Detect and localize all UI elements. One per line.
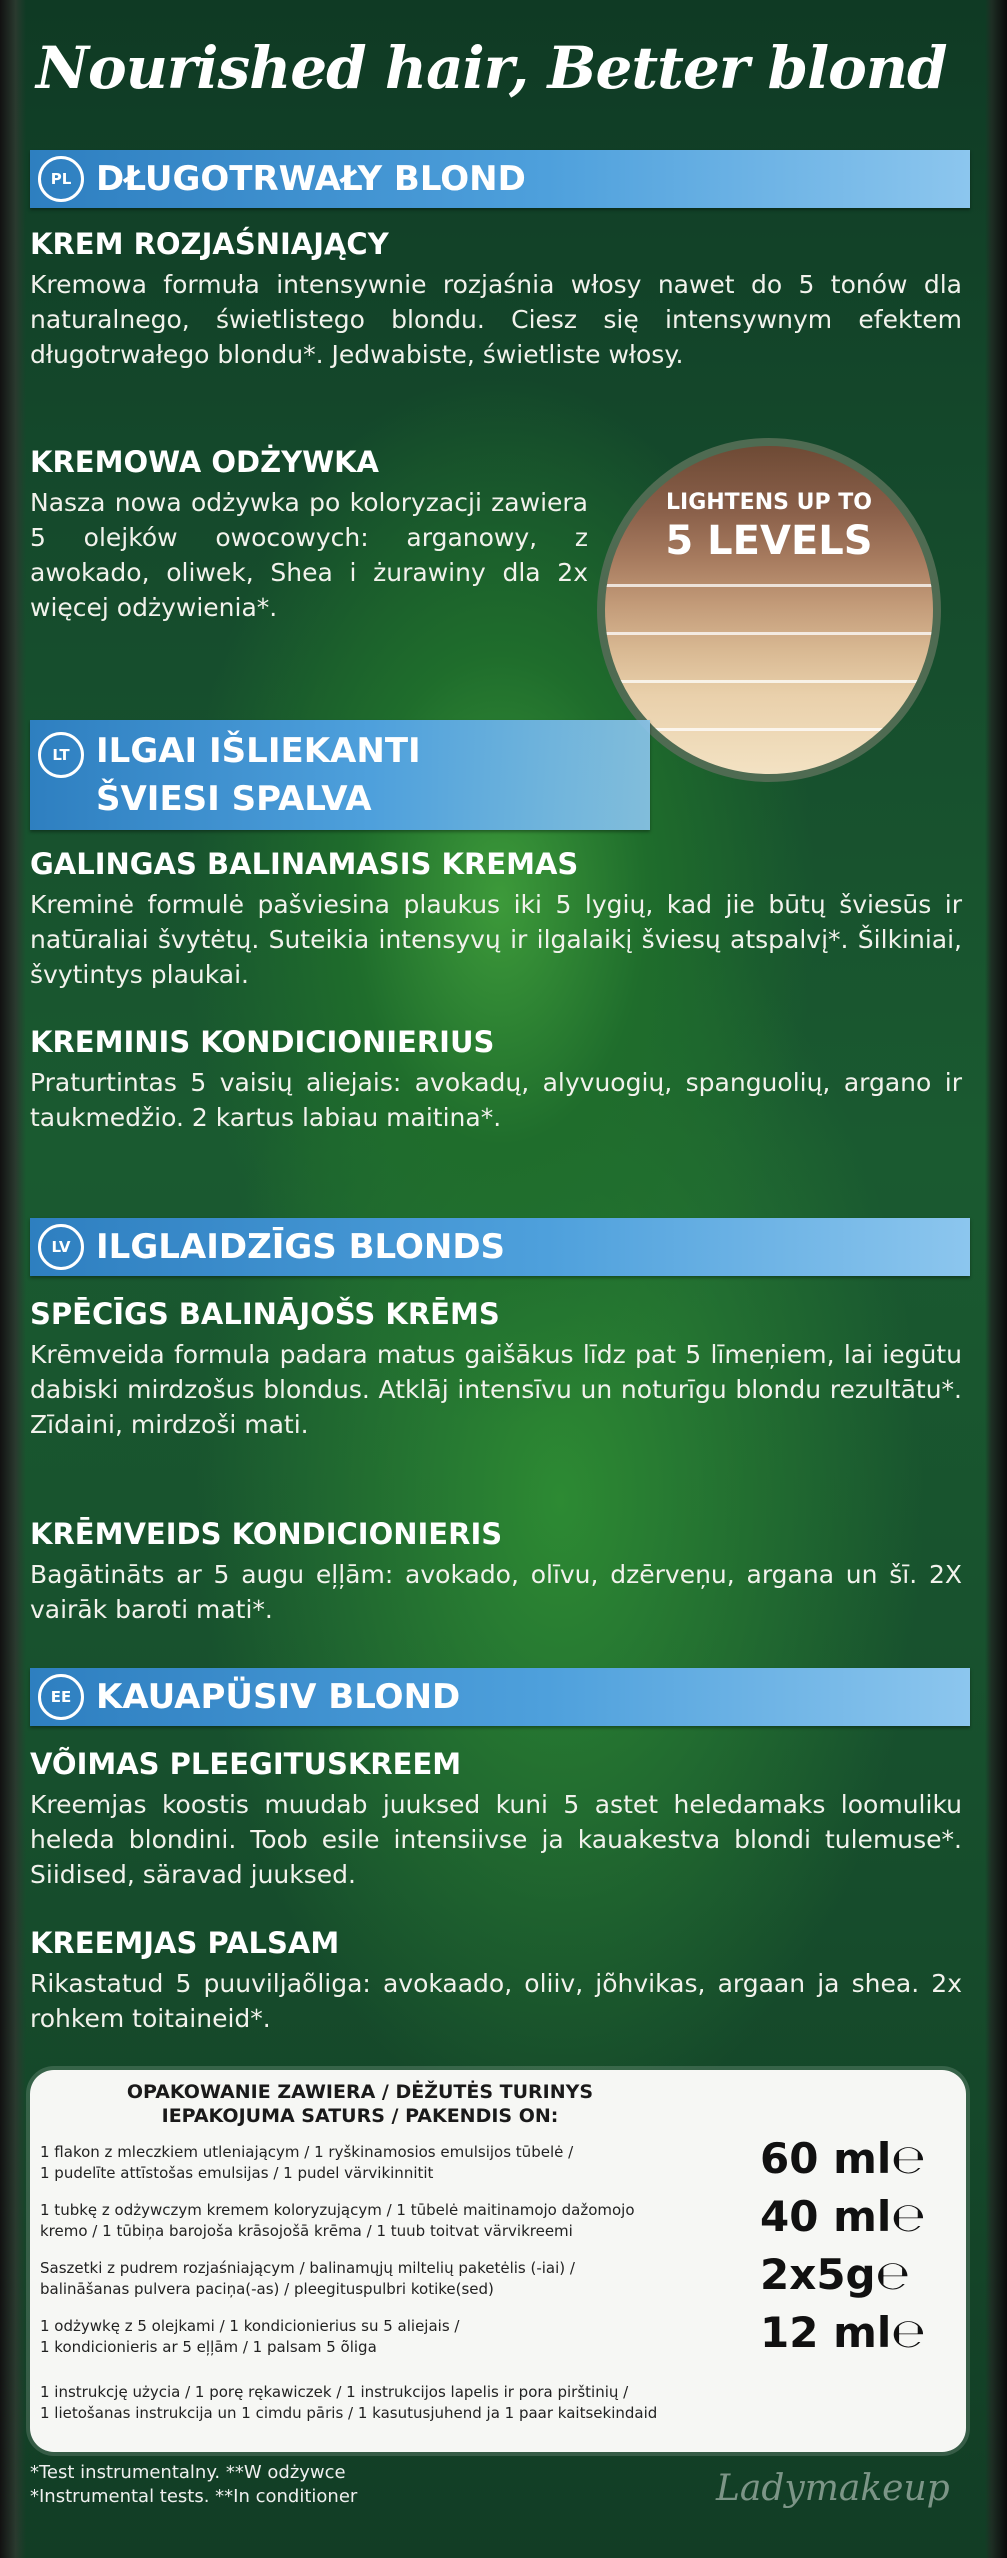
- footnote-line1: *Test instrumentalny. **W odżywce: [30, 2462, 346, 2483]
- contents-row-text: 1 pudelīte attīstošas emulsijas / 1 pudel värvikinnitit: [40, 2164, 434, 2182]
- section-title-lt: [96, 727, 421, 823]
- contents-row: [40, 2258, 710, 2300]
- volume-value: 60 ml: [760, 2134, 892, 2183]
- section-title-lv: ILGLAIDZĪGS BLONDS: [96, 1227, 506, 1267]
- section-title-lt-line2: ŠVIESI SPALVA: [96, 779, 372, 819]
- paragraph-lv-1: Krēmveida formula padara matus gaišākus līdz pat 5 līmeņiem, lai iegūtu dabiski mirdzošus blondus. Atklāj intensīvu un noturīgu blondu rezultātu*. Zīdaini, mirdzoši mati.: [30, 1340, 962, 1439]
- headline: Nourished hair, Better blond: [36, 34, 947, 102]
- section-title-ee: KAUAPÜSIV BLOND: [96, 1677, 461, 1717]
- estimated-sign-icon: ℮: [875, 2253, 910, 2299]
- heading-ee-2: KREEMJAS PALSAM: [30, 1926, 340, 1960]
- contents-volume: [760, 2194, 960, 2241]
- swatch-divider: [605, 680, 933, 683]
- heading-lv-2: KRĒMVEIDS KONDICIONIERIS: [30, 1517, 503, 1551]
- paragraph-pl-2: Nasza nowa odżywka po koloryzacji zawiera 5 olejków owocowych: arganowy, z awokado, oliwek, Shea i żurawiny dla 2x więcej odżywienia*.: [30, 488, 588, 622]
- swatch-divider: [605, 728, 933, 731]
- contents-row-text: 1 odżywkę z 5 olejkami / 1 kondicionierius su 5 aliejais /: [40, 2317, 460, 2335]
- paragraph-pl-1: Kremowa formuła intensywnie rozjaśnia włosy nawet do 5 tonów dla naturalnego, świetlistego blondu. Ciesz się intensywnym efektem długotrwałego blondu*. Jedwabiste, świetliste włosy.: [30, 270, 962, 369]
- section-band-lt: [30, 720, 650, 830]
- contents-row-text: 1 kondicionieris ar 5 eļļām / 1 palsam 5 õliga: [40, 2338, 377, 2356]
- section-band-ee: [30, 1668, 970, 1726]
- left-edge-shadow: [0, 0, 26, 2558]
- section-band-pl: [30, 150, 970, 208]
- section-title-lt-line1: ILGAI IŠLIEKANTI: [96, 731, 421, 771]
- estimated-sign-icon: ℮: [891, 2195, 926, 2241]
- paragraph-ee-1: Kreemjas koostis muudab juuksed kuni 5 astet heledamaks loomuliku heleda blondini. Toob esile intensiivse ja kauakestva blondi tulemuse*. Siidised, säravad juuksed.: [30, 1790, 962, 1889]
- volume-value: 2x5g: [760, 2250, 876, 2299]
- contents-row-text: 1 instrukcję użycia / 1 porę rękawiczek / 1 instrukcijos lapelis ir pora pirštinių /: [40, 2383, 629, 2401]
- contents-row: [40, 2200, 710, 2242]
- paragraph-lt-2: Praturtintas 5 vaisių aliejais: avokadų, alyvuogių, spanguolių, argano ir taukmedžio. 2 kartus labiau maitina*.: [30, 1068, 962, 1132]
- language-badge-lv: LV: [38, 1224, 84, 1270]
- heading-lt-1: GALINGAS BALINAMASIS KREMAS: [30, 847, 579, 881]
- volume-value: 40 ml: [760, 2192, 892, 2241]
- contents-row-text: kremo / 1 tūbiņa barojoša krāsojošā krēma / 1 tuub toitvat värvikreemi: [40, 2222, 573, 2240]
- contents-row-text: 1 lietošanas instrukcija un 1 cimdu pāris / 1 kasutusjuhend ja 1 paar kaitsekindaid: [40, 2404, 658, 2422]
- volume-value: 12 ml: [760, 2308, 892, 2357]
- section-title-pl: DŁUGOTRWAŁY BLOND: [96, 159, 526, 199]
- contents-heading-line2: IEPAKOJUMA SATURS / PAKENDIS ON:: [161, 2105, 559, 2127]
- contents-row-text: balināšanas pulvera paciņa(-as) / pleegituspulbri kotike(sed): [40, 2280, 494, 2298]
- estimated-sign-icon: ℮: [891, 2311, 926, 2357]
- contents-row: [40, 2142, 710, 2184]
- swatch-text-line1: LIGHTENS UP TO: [666, 490, 872, 515]
- paragraph-lt-1: Kreminė formulė pašviesina plaukus iki 5 lygių, kad jie būtų šviesūs ir natūraliai švytėtų. Suteikia intensyvų ir ilgalaikį šviesų atspalvį*. Šilkiniai, švytintys plaukai.: [30, 890, 962, 989]
- heading-ee-1: VÕIMAS PLEEGITUSKREEM: [30, 1747, 462, 1781]
- section-band-lv: [30, 1218, 970, 1276]
- contents-row: [40, 2316, 710, 2358]
- right-edge-shadow: [985, 0, 1007, 2558]
- language-badge-ee: EE: [38, 1674, 84, 1720]
- language-badge-lt: LT: [38, 732, 84, 778]
- contents-row: [40, 2382, 710, 2424]
- paragraph-lv-2: Bagātināts ar 5 augu eļļām: avokado, olīvu, dzērveņu, argana un šī. 2X vairāk baroti mati*.: [30, 1560, 962, 1624]
- footnote-line2: *Instrumental tests. **In conditioner: [30, 2486, 358, 2507]
- watermark-logo: Ladymakeup: [716, 2468, 950, 2509]
- contents-row-text: 1 tubkę z odżywczym kremem koloryzującym / 1 tūbelė maitinamojo dažomojo: [40, 2201, 635, 2219]
- heading-pl-1: KREM ROZJAŚNIAJĄCY: [30, 227, 389, 261]
- swatch-text-line2: 5 LEVELS: [665, 518, 873, 564]
- heading-lv-1: SPĒCĪGS BALINĀJOŠS KRĒMS: [30, 1297, 500, 1331]
- heading-pl-2: KREMOWA ODŻYWKA: [30, 445, 380, 479]
- contents-heading-line1: OPAKOWANIE ZAWIERA / DĖŽUTĖS TURINYS: [126, 2081, 594, 2103]
- package-contents-panel: [30, 2070, 966, 2452]
- contents-heading: [30, 2080, 690, 2128]
- contents-volume: [760, 2310, 960, 2357]
- swatch-divider: [605, 584, 933, 587]
- estimated-sign-icon: ℮: [891, 2137, 926, 2183]
- swatch-divider: [605, 632, 933, 635]
- contents-row-text: Saszetki z pudrem rozjaśniającym / balinamųjų miltelių paketėlis (-iai) /: [40, 2259, 575, 2277]
- contents-volume: [760, 2136, 960, 2183]
- heading-lt-2: KREMINIS KONDICIONIERIUS: [30, 1025, 495, 1059]
- paragraph-ee-2: Rikastatud 5 puuviljaõliga: avokaado, oliiv, jõhvikas, argaan ja shea. 2x rohkem toitaineid*.: [30, 1969, 962, 2033]
- contents-volume: [760, 2252, 960, 2299]
- language-badge-pl: PL: [38, 156, 84, 202]
- contents-row-text: 1 flakon z mleczkiem utleniającym / 1 ryškinamosios emulsijos tūbelė /: [40, 2143, 574, 2161]
